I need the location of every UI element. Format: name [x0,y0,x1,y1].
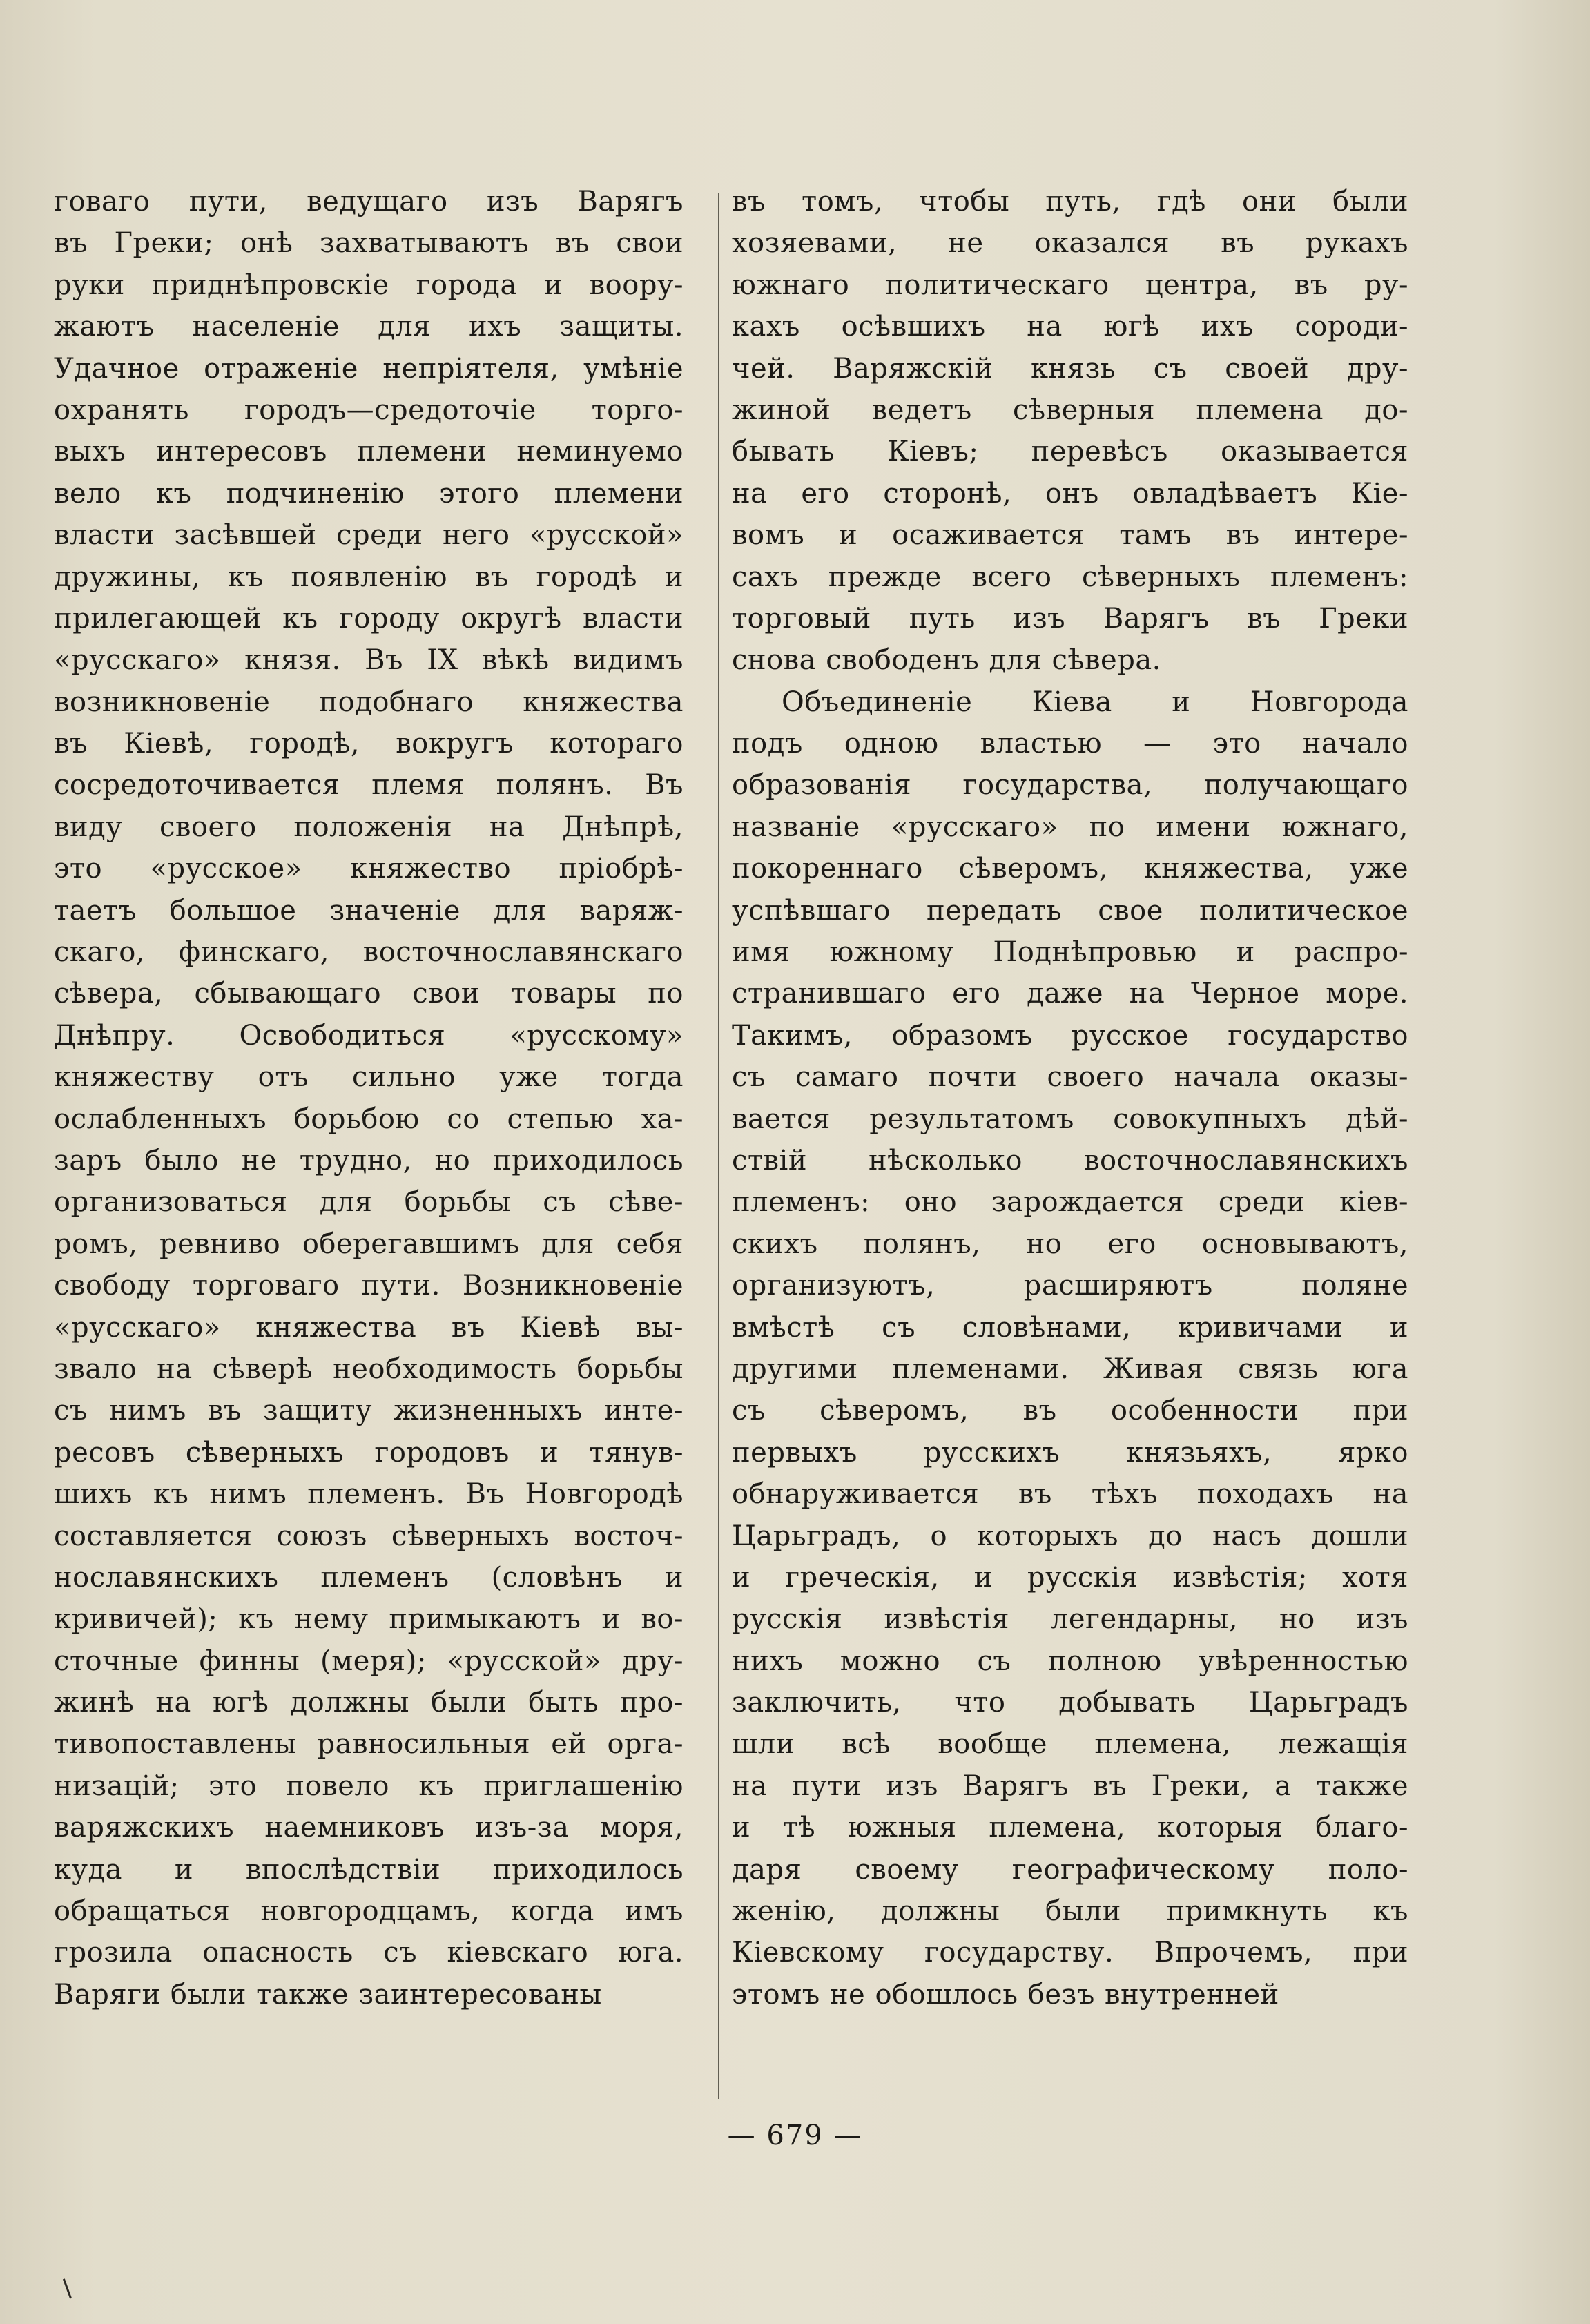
text-line: первыхъ русскихъ князьяхъ, ярко [732,1436,1408,1469]
text-line: на его сторонѣ, онъ овладѣваетъ Кіе- [732,477,1408,510]
text-line: выхъ интересовъ племени неминуемо [54,436,683,468]
text-line: грозила опасность съ кіевскаго юга. [54,1937,683,1969]
text-line: скаго, финскаго, восточнославянскаго [54,936,683,969]
text-line: нихъ можно съ полною увѣренностью [732,1645,1408,1677]
text-line: скихъ полянъ, но его основываютъ, [732,1228,1408,1260]
text-line: таетъ большое значеніе для варяж- [54,894,683,927]
text-line: успѣвшаго передать свое политическое [732,894,1408,927]
text-line: шихъ къ нимъ племенъ. Въ Новгородѣ [54,1478,683,1511]
text-line: вомъ и осаживается тамъ въ интере- [732,519,1408,552]
text-line: тивопоставлены равносильныя ей орга- [54,1728,683,1761]
text-line: этомъ не обошлось безъ внутренней [732,1978,1279,2011]
text-line: «русскаго» князя. Въ IX вѣкѣ видимъ [54,644,683,677]
text-line: хозяевами, не оказался въ рукахъ [732,227,1408,260]
text-line: въ Кіевѣ, городѣ, вокругъ котораго [54,728,683,760]
text-line: власти засѣвшей среди него «русской» [54,519,683,552]
text-line: заключить, что добывать Царьградъ [732,1687,1408,1719]
text-line: звало на сѣверѣ необходимость борьбы [54,1353,683,1385]
text-line: Удачное отраженіе непріятеля, умѣніе [54,352,683,385]
text-line: вается результатомъ совокупныхъ дѣй- [732,1103,1408,1135]
left-text-column [54,181,683,2015]
text-line: ресовъ сѣверныхъ городовъ и тянув- [54,1436,683,1469]
text-line: княжеству отъ сильно уже тогда [54,1061,683,1094]
text-line: Царьградъ, о которыхъ до насъ дошли [732,1520,1408,1552]
text-line: имя южному Поднѣпровью и распро- [732,936,1408,969]
text-line: жинѣ на югѣ должны были быть про- [54,1687,683,1719]
text-line: торговый путь изъ Варягъ въ Греки [732,602,1408,635]
text-line: прилегающей къ городу округѣ власти [54,602,683,635]
text-line: на пути изъ Варягъ въ Греки, а также [732,1770,1408,1802]
text-line: обнаруживается въ тѣхъ походахъ на [732,1478,1408,1511]
text-line: ромъ, ревниво оберегавшимъ для себя [54,1228,683,1260]
text-line: организоваться для борьбы съ сѣве- [54,1186,683,1219]
text-line: говаго пути, ведущаго изъ Варягъ [54,186,683,217]
text-line: нославянскихъ племенъ (словѣнъ и [54,1561,683,1594]
text-line: образованія государства, получающаго [732,769,1408,802]
text-line: дружины, къ появленію въ городѣ и [54,561,683,593]
text-line: сточные финны (меря); «русской» дру- [54,1645,683,1677]
text-line: жиной ведетъ сѣверныя племена до- [732,394,1408,426]
text-line: бывать Кіевъ; перевѣсъ оказывается [732,436,1408,468]
text-line: странившаго его даже на Черное море. [732,978,1408,1010]
text-line: организуютъ, расширяютъ поляне [732,1270,1408,1302]
text-line: сосредоточивается племя полянъ. Въ [54,769,683,802]
text-line: Такимъ, образомъ русское государство [732,1019,1408,1052]
text-line: кривичей); къ нему примыкаютъ и во- [54,1603,683,1636]
text-line: возникновеніе подобнаго княжества [54,686,683,718]
text-line: вмѣстѣ съ словѣнами, кривичами и [732,1311,1408,1344]
margin-mark [63,2278,72,2298]
text-line: въ томъ, чтобы путь, гдѣ они были [732,186,1408,217]
text-line: виду своего положенія на Днѣпрѣ, [54,811,683,843]
text-line: заръ было не трудно, но приходилось [54,1144,683,1176]
text-line: съ нимъ въ защиту жизненныхъ инте- [54,1395,683,1427]
text-line: жаютъ населеніе для ихъ защиты. [54,311,683,343]
text-line: подъ одною властью — это начало [732,728,1408,760]
text-line: низацій; это повело къ приглашенію [54,1770,683,1802]
text-line: даря своему географическому поло- [732,1853,1408,1886]
text-line: варяжскихъ наемниковъ изъ-за моря, [54,1812,683,1844]
page-number: — 679 — [727,2120,863,2151]
text-line: и греческія, и русскія извѣстія; хотя [732,1561,1408,1594]
text-line: снова свободенъ для сѣвера. [732,644,1161,677]
text-line: вело къ подчиненію этого племени [54,477,683,510]
text-line: ствій нѣсколько восточнославянскихъ [732,1144,1408,1176]
text-line: куда и впослѣдствіи приходилось [54,1853,683,1886]
text-line: обращаться новгородцамъ, когда имъ [54,1895,683,1928]
text-line: шли всѣ вообще племена, лежащія [732,1728,1408,1761]
text-line: руки приднѣпровскіе города и воору- [54,269,683,301]
text-line: племенъ: оно зарождается среди кіев- [732,1186,1408,1219]
text-line: чей. Варяжскій князь съ своей дру- [732,352,1408,385]
text-line: названіе «русскаго» по имени южнаго, [732,811,1408,843]
column-divider [718,193,719,2099]
right-text-column [732,181,1408,2015]
text-line: кахъ осѣвшихъ на югѣ ихъ сороди- [732,311,1408,343]
text-line: охранять городъ—средоточіе торго- [54,394,683,426]
text-line: Объединеніе Кіева и Новгорода [782,686,1408,718]
text-line: покореннаго сѣверомъ, княжества, уже [732,853,1408,885]
text-line: и тѣ южныя племена, которыя благо- [732,1812,1408,1844]
text-line: свободу торговаго пути. Возникновеніе [54,1270,683,1302]
text-line: съ самаго почти своего начала оказы- [732,1061,1408,1094]
text-line: ослабленныхъ борьбою со степью ха- [54,1103,683,1135]
text-line: «русскаго» княжества въ Кіевѣ вы- [54,1311,683,1344]
text-line: съ сѣверомъ, въ особенности при [732,1395,1408,1427]
text-line: сѣвера, сбывающаго свои товары по [54,978,683,1010]
text-line: русскія извѣстія легендарны, но изъ [732,1603,1408,1636]
text-line: составляется союзъ сѣверныхъ восточ- [54,1520,683,1552]
text-line: Кіевскому государству. Впрочемъ, при [732,1937,1408,1969]
text-line: это «русское» княжество пріобрѣ- [54,853,683,885]
text-line: женію, должны были примкнуть къ [732,1895,1408,1928]
text-line: Варяги были также заинтересованы [54,1978,602,2011]
text-line: Днѣпру. Освободиться «русскому» [54,1019,683,1052]
text-line: сахъ прежде всего сѣверныхъ племенъ: [732,561,1408,593]
text-line: другими племенами. Живая связь юга [732,1353,1408,1385]
text-line: въ Греки; онѣ захватываютъ въ свои [54,227,683,260]
text-line: южнаго политическаго центра, въ ру- [732,269,1408,301]
